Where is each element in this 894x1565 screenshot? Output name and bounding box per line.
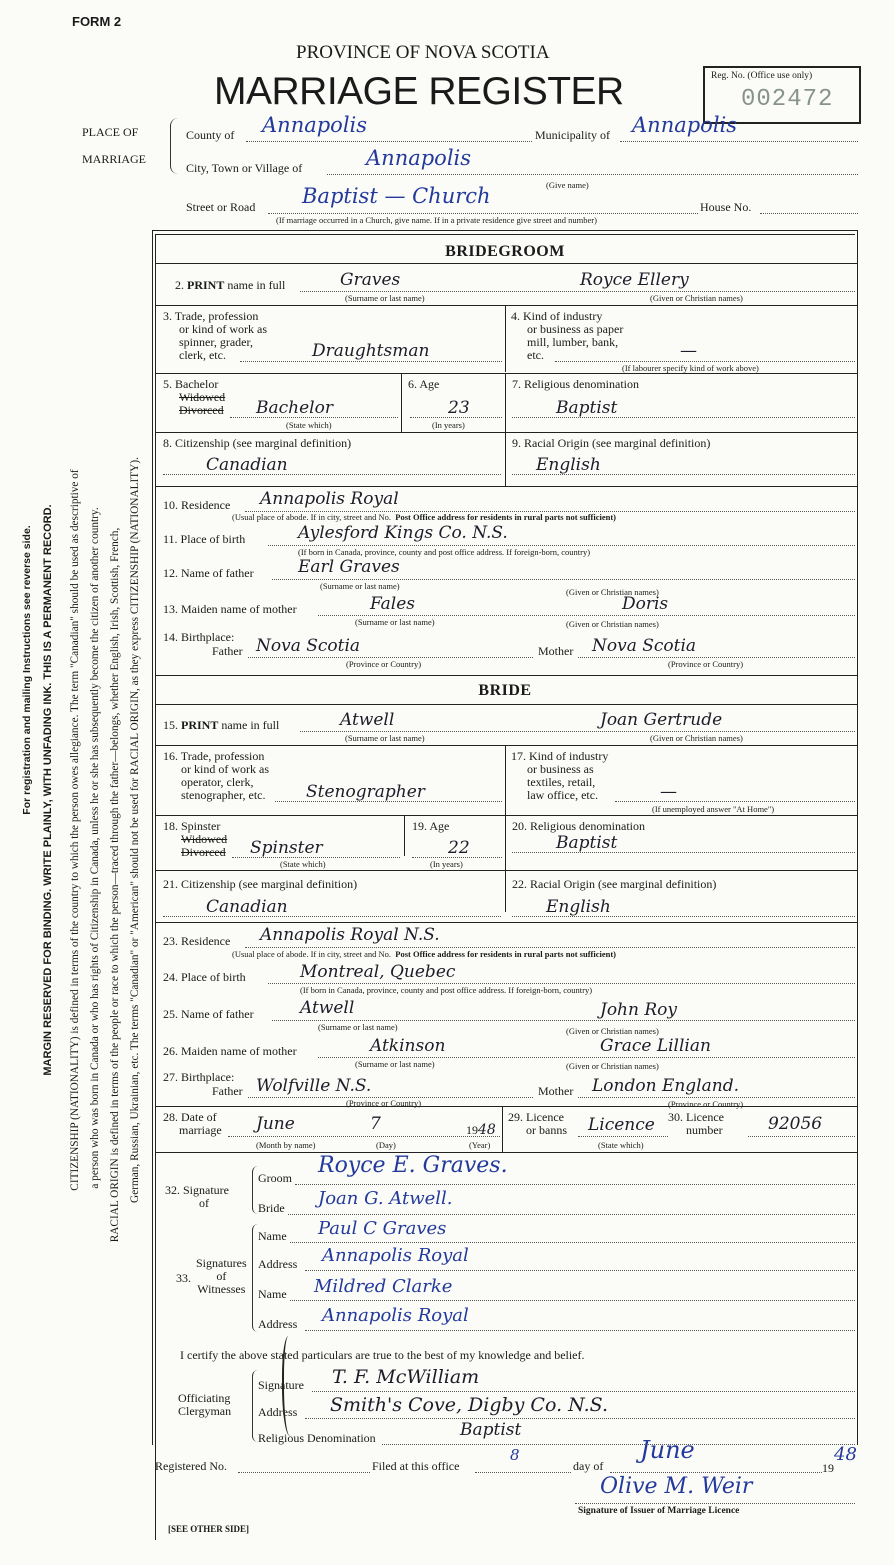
bride-father-surname: Atwell	[300, 998, 355, 1018]
name-in-full-label: name in full	[221, 718, 280, 732]
label-line: stenographer, etc.	[181, 788, 266, 802]
bride-age-label: 19. Age	[412, 819, 450, 833]
label-line: law office, etc.	[527, 788, 599, 802]
label-line: or business as	[527, 762, 594, 776]
state-which-note: (State which)	[286, 420, 332, 430]
licence-number: 92056	[768, 1114, 823, 1134]
licence-number-label	[668, 1111, 724, 1137]
bride-citizenship: Canadian	[206, 897, 288, 917]
province-heading: PROVINCE OF NOVA SCOTIA	[296, 42, 550, 63]
officiating-clergyman-label	[178, 1392, 231, 1418]
groom-birthplace-label: 11. Place of birth	[163, 532, 246, 546]
note-part: (Usual place of abode. If in city, street and No.	[232, 512, 392, 522]
margin-racial-origin-definition: RACIAL ORIGIN is defined in terms of the people or race to which the person—traced through the father—belongs, whether English, Irish, Scottish, French,	[109, 527, 121, 1243]
bride-religion: Baptist	[556, 833, 618, 853]
house-no-label: House No.	[700, 200, 752, 214]
bride-residence-label: 23. Residence	[163, 934, 231, 948]
industry-note: (If labourer specify kind of work above)	[622, 363, 759, 373]
filed-label: Filed at this office	[372, 1459, 460, 1473]
clergy-address: Smith's Cove, Digby Co. N.S.	[330, 1394, 608, 1416]
filed-year	[822, 1444, 857, 1475]
bride-surname: Atwell	[340, 710, 395, 730]
label-line: 32. Signature	[165, 1183, 229, 1197]
bride-trade-label	[163, 750, 269, 802]
city-value: Annapolis	[366, 146, 472, 170]
marriage-month: June	[256, 1114, 295, 1134]
groom-industry: —	[680, 341, 697, 361]
street-label: Street or Road	[186, 200, 256, 214]
clergy-denomination-label: Religious Denomination	[258, 1431, 376, 1445]
bride-racial-origin-label: 22. Racial Origin (see marginal definition)	[512, 877, 717, 891]
surname-note: (Surname or last name)	[355, 617, 435, 627]
brace	[170, 118, 179, 174]
county-value: Annapolis	[262, 113, 368, 137]
licence-or-banns: Licence	[588, 1115, 655, 1135]
groom-trade: Draughtsman	[312, 341, 430, 361]
place-note: (If marriage occurred in a Church, give name. If in a private residence give street and number)	[276, 215, 597, 225]
street-value: Baptist — Church	[302, 184, 491, 208]
bride-birthplace-label: 24. Place of birth	[163, 970, 246, 984]
surname-note: (Surname or last name)	[345, 293, 425, 303]
marriage-year	[466, 1124, 496, 1137]
witness1-name: Paul C Graves	[318, 1218, 447, 1239]
groom-father-name: Earl Graves	[298, 557, 400, 577]
in-years-note: (In years)	[432, 420, 465, 430]
label-line: or banns	[526, 1123, 567, 1137]
label-line: of	[216, 1269, 227, 1283]
label-line: or business as paper	[527, 322, 624, 336]
groom-parents-birthplace-label: 14. Birthplace:	[163, 630, 235, 644]
groom-father-label: 12. Name of father	[163, 566, 254, 580]
city-label: City, Town or Village of	[186, 161, 303, 175]
surname-note: (Surname or last name)	[345, 733, 425, 743]
witness2-name: Mildred Clarke	[314, 1276, 453, 1297]
month-note: (Month by name)	[256, 1140, 316, 1150]
reg-number-stamp: 002472	[741, 86, 834, 113]
label-line: Officiating	[178, 1391, 231, 1405]
groom-age-label: 6. Age	[408, 377, 440, 391]
bride-signature-label: Bride	[258, 1201, 285, 1215]
state-which-note: (State which)	[598, 1140, 644, 1150]
see-other-side: [SEE OTHER SIDE]	[168, 1524, 250, 1534]
groom-residence: Annapolis Royal	[260, 489, 399, 509]
place-of-label: PLACE OF	[82, 125, 139, 139]
father-label: Father	[212, 1084, 243, 1098]
bride-industry: —	[660, 782, 677, 802]
unemployed-note: (If unemployed answer "At Home")	[652, 804, 775, 814]
given-note: (Given or Christian names)	[566, 1061, 659, 1071]
year-note: (Year)	[469, 1140, 491, 1150]
groom-mother-given: Doris	[622, 594, 669, 614]
certification-statement: I certify the above stated particulars are true to the best of my knowledge and belief.	[180, 1348, 585, 1362]
bride-mother-given: Grace Lillian	[600, 1036, 711, 1056]
bride-mother-birthplace: London England.	[592, 1076, 739, 1096]
year-prefix: 19	[466, 1123, 478, 1137]
print-label: PRINT	[187, 278, 225, 292]
bride-mother-label: 26. Maiden name of mother	[163, 1044, 297, 1058]
form-number: FORM 2	[72, 14, 122, 29]
surname-note: (Surname or last name)	[355, 1059, 435, 1069]
father-label: Father	[212, 644, 243, 658]
bride-citizenship-label: 21. Citizenship (see marginal definition)	[163, 877, 358, 891]
birth-note: (If born in Canada, province, county and post office address. If foreign-born, country)	[300, 985, 593, 995]
note-part: (Usual place of abode. If in city, street and No.	[232, 949, 392, 959]
bride-status-label	[163, 820, 227, 859]
residence-note	[232, 949, 616, 959]
label-line: 4. Kind of industry	[511, 309, 603, 323]
groom-mother-label: 13. Maiden name of mother	[163, 602, 297, 616]
label-line: 28. Date of	[163, 1110, 217, 1124]
groom-age: 23	[448, 398, 470, 418]
label-line: Widowed	[181, 832, 228, 846]
margin-binding-notice: MARGIN RESERVED FOR BINDING. WRITE PLAINLY, WITH UNFADING INK. THIS IS A PERMANENT RECORD.	[42, 504, 54, 1076]
margin-citizenship-definition-2: a person who was born in Canada or who has rights of Citizenship in Canada, unless he or she has subsequently become the citizen of another country.	[89, 507, 101, 1189]
groom-industry-label	[511, 310, 623, 362]
groom-mother-surname: Fales	[370, 594, 415, 614]
groom-print-label	[175, 279, 285, 292]
label-line: or kind of work as	[179, 322, 267, 336]
bride-residence: Annapolis Royal N.S.	[260, 925, 440, 945]
label-line: 3. Trade, profession	[163, 309, 259, 323]
filed-day: 8	[510, 1446, 520, 1464]
province-country-note: (Province or Country)	[668, 1099, 744, 1109]
given-note: (Given or Christian names)	[566, 619, 659, 629]
groom-status: Bachelor	[256, 398, 333, 418]
province-country-note: (Province or Country)	[346, 659, 422, 669]
groom-mother-birthplace: Nova Scotia	[592, 636, 697, 656]
clergy-address-label: Address	[258, 1405, 298, 1419]
witness2-address: Annapolis Royal	[322, 1305, 469, 1326]
year-prefix: 19	[822, 1461, 834, 1475]
given-note: (Given or Christian names)	[650, 733, 743, 743]
label-line: etc.	[527, 348, 544, 362]
marriage-day: 7	[370, 1114, 381, 1134]
bride-mother-surname: Atkinson	[370, 1036, 446, 1056]
item-number: 2.	[175, 278, 184, 292]
province-country-note: (Province or Country)	[668, 659, 744, 669]
note-part: Post Office address for residents in rural parts not sufficient)	[395, 949, 617, 959]
bride-trade: Stenographer	[306, 782, 425, 802]
witnesses-number: 33.	[176, 1271, 191, 1285]
clergy-signature: T. F. McWilliam	[332, 1366, 480, 1388]
label-line: 18. Spinster	[163, 819, 221, 833]
label-line: spinner, grader,	[179, 335, 254, 349]
print-label: PRINT	[181, 718, 219, 732]
label-line: Divorced	[181, 845, 226, 859]
bride-age: 22	[448, 838, 470, 858]
groom-surname: Graves	[340, 270, 401, 290]
groom-given-names: Royce Ellery	[580, 270, 689, 290]
clergy-denomination: Baptist	[460, 1420, 522, 1440]
groom-religion: Baptist	[556, 398, 618, 418]
bride-print-label	[163, 719, 279, 732]
label-line: Clergyman	[178, 1404, 232, 1418]
margin-instructions: For registration and mailing Instructions see reverse side.	[21, 525, 33, 815]
clergy-signature-label: Signature	[258, 1378, 304, 1392]
groom-residence-label: 10. Residence	[163, 498, 231, 512]
label-line: of	[199, 1196, 209, 1210]
groom-racial-origin: English	[536, 455, 601, 475]
bride-father-given: John Roy	[600, 1000, 677, 1020]
witness2-address-label: Address	[258, 1317, 298, 1331]
day-of-label: day of	[573, 1459, 604, 1473]
year-value: 48	[478, 1122, 496, 1138]
label-line: or kind of work as	[181, 762, 269, 776]
label-line: 5. Bachelor	[163, 377, 219, 391]
bride-industry-label	[511, 750, 608, 802]
bride-racial-origin: English	[546, 897, 611, 917]
label-line: marriage	[179, 1123, 222, 1137]
clergy-flourish	[282, 1336, 298, 1436]
signatures-of-witnesses-label	[196, 1257, 247, 1296]
in-years-note: (In years)	[430, 859, 463, 869]
name-in-full-label: name in full	[227, 278, 286, 292]
marriage-label: MARRIAGE	[82, 152, 147, 166]
year-value: 48	[834, 1444, 857, 1465]
label-line: mill, lumber, bank,	[527, 335, 619, 349]
witness1-address-label: Address	[258, 1257, 298, 1271]
day-note: (Day)	[376, 1140, 396, 1150]
witness2-name-label: Name	[258, 1287, 287, 1301]
page-title: MARRIAGE REGISTER	[214, 70, 624, 113]
surname-note: (Surname or last name)	[320, 581, 400, 591]
witness1-address: Annapolis Royal	[322, 1245, 469, 1266]
given-note: (Given or Christian names)	[566, 1026, 659, 1036]
given-note: (Given or Christian names)	[650, 293, 743, 303]
label-line: operator, clerk,	[181, 775, 254, 789]
groom-birthplace: Aylesford Kings Co. N.S.	[298, 523, 508, 543]
groom-status-label	[163, 378, 225, 417]
bride-signature: Joan G. Atwell.	[318, 1188, 453, 1209]
groom-signature: Royce E. Graves.	[318, 1153, 508, 1178]
birth-note: (If born in Canada, province, county and post office address. If foreign-born, country)	[298, 547, 591, 557]
groom-trade-label	[163, 310, 267, 362]
province-country-note: (Province or Country)	[346, 1098, 422, 1108]
groom-father-birthplace: Nova Scotia	[256, 636, 361, 656]
filed-month: June	[640, 1436, 695, 1464]
registered-no-label: Registered No.	[155, 1459, 227, 1473]
groom-signature-label: Groom	[258, 1171, 292, 1185]
label-line: Signatures	[196, 1256, 247, 1270]
date-of-marriage-label	[163, 1111, 222, 1137]
label-line: textiles, retail,	[527, 775, 596, 789]
bride-status: Spinster	[250, 838, 323, 858]
label-line: clerk, etc.	[179, 348, 226, 362]
label-line: Divorced	[179, 403, 224, 417]
note-part: Post Office address for residents in rural parts not sufficient)	[395, 512, 617, 522]
witness1-name-label: Name	[258, 1229, 287, 1243]
municipality-label: Municipality of	[535, 128, 610, 142]
bride-religion-label: 20. Religious denomination	[512, 819, 645, 833]
county-label: County of	[186, 128, 235, 142]
label-line: 16. Trade, profession	[163, 749, 265, 763]
issuer-signature: Olive M. Weir	[600, 1474, 753, 1499]
bride-father-birthplace: Wolfville N.S.	[256, 1076, 372, 1096]
label-line: 17. Kind of industry	[511, 749, 609, 763]
given-note: (Given or Christian names)	[566, 587, 659, 597]
mother-label: Mother	[538, 644, 574, 658]
groom-citizenship-label: 8. Citizenship (see marginal definition)	[163, 436, 352, 450]
item-number: 15.	[163, 718, 178, 732]
margin-citizenship-definition: CITIZENSHIP (NATIONALITY) is defined in terms of the country to which the person owes allegiance. The term "Canadian" should be used as descriptive of	[69, 469, 81, 1191]
licence-or-banns-label	[508, 1111, 567, 1137]
bridegroom-heading: BRIDEGROOM	[445, 243, 565, 260]
surname-note: (Surname or last name)	[318, 1022, 398, 1032]
label-line: Widowed	[179, 390, 226, 404]
label-line: 30. Licence	[668, 1110, 724, 1124]
label-line: number	[686, 1123, 723, 1137]
reg-number-label: Reg. No. (Office use only)	[711, 71, 813, 81]
residence-note	[232, 512, 616, 522]
state-which-note: (State which)	[280, 859, 326, 869]
municipality-value: Annapolis	[632, 113, 738, 137]
bride-given-names: Joan Gertrude	[600, 710, 723, 730]
signature-of-label	[165, 1184, 229, 1210]
bride-parents-birthplace-label: 27. Birthplace:	[163, 1070, 235, 1084]
groom-religion-label: 7. Religious denomination	[512, 377, 639, 391]
groom-citizenship: Canadian	[206, 455, 288, 475]
groom-racial-origin-label: 9. Racial Origin (see marginal definition)	[512, 436, 711, 450]
label-line: Witnesses	[197, 1282, 246, 1296]
mother-label: Mother	[538, 1084, 574, 1098]
label-line: 29. Licence	[508, 1110, 564, 1124]
bride-birthplace: Montreal, Quebec	[300, 962, 456, 982]
give-name-note: (Give name)	[546, 180, 589, 190]
issuer-signature-label: Signature of Issuer of Marriage Licence	[578, 1506, 740, 1516]
margin-racial-origin-definition-2: German, Russian, Ukrainian, etc. The terms "Canadian" or "American" should not be used for RACIAL ORIGIN, as they express CITIZENSHIP (NATIONALITY).	[129, 457, 141, 1203]
bride-heading: BRIDE	[478, 682, 532, 699]
bride-father-label: 25. Name of father	[163, 1007, 254, 1021]
